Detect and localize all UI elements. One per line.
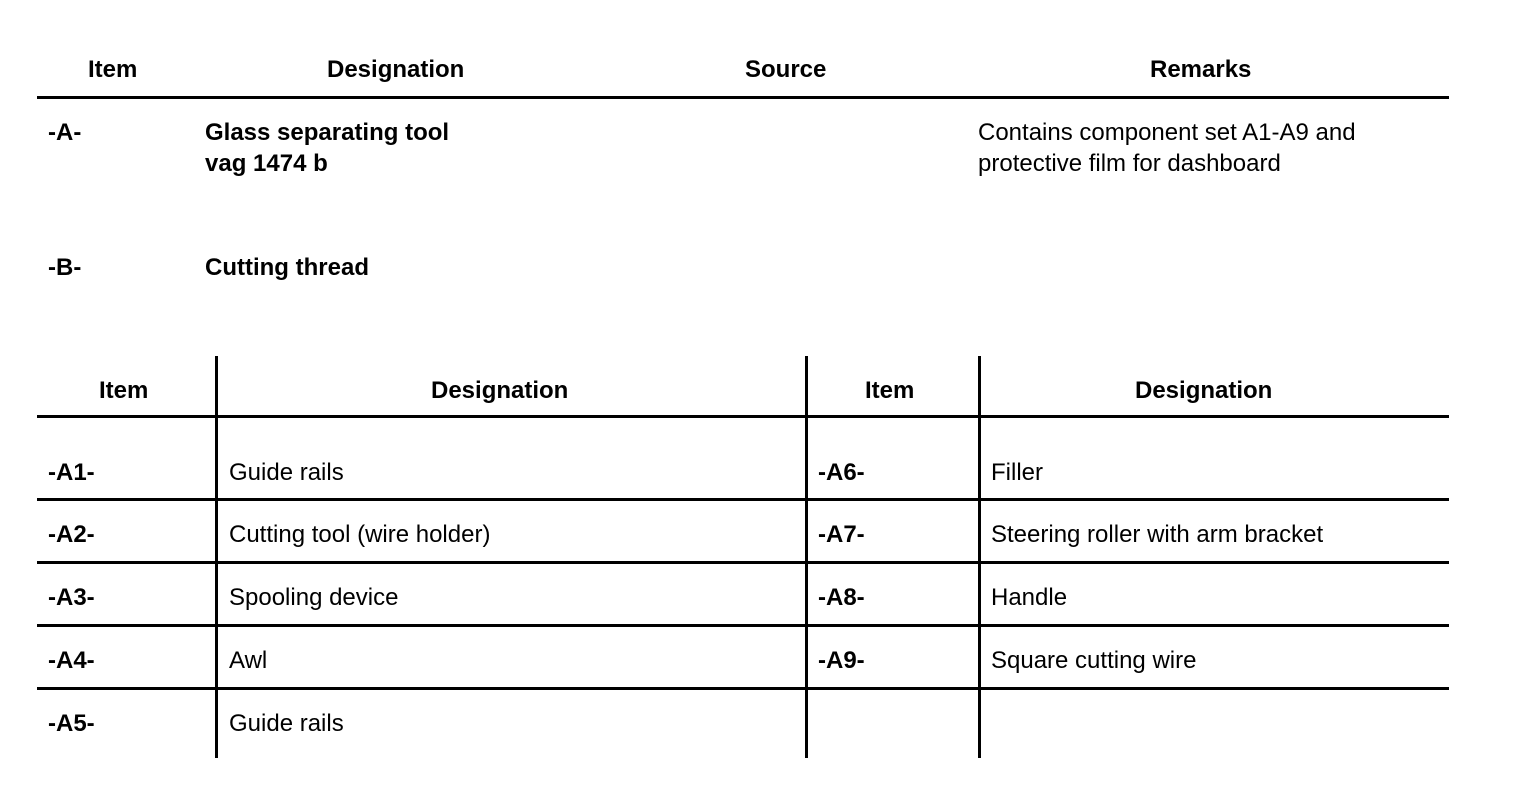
table-row-item: -A5- — [48, 710, 95, 737]
row-divider — [37, 561, 1449, 564]
parts-header-designation-left: Designation — [431, 377, 569, 404]
parts-header-item-left: Item — [99, 377, 149, 404]
row-a-designation-line1: Glass separating tool — [205, 119, 450, 146]
table-row-designation: Filler — [991, 459, 1043, 486]
table-row-item: -A2- — [48, 521, 95, 548]
table-row-designation: Awl — [229, 647, 268, 674]
table-row-item: -A1- — [48, 459, 95, 486]
row-a-remarks-line2: protective film for dashboard — [978, 150, 1281, 177]
row-a-designation-line2: vag 1474 b — [205, 150, 328, 177]
row-divider — [37, 624, 1449, 627]
row-divider — [37, 498, 1449, 501]
table-row-designation: Guide rails — [229, 459, 344, 486]
table-row-designation: Spooling device — [229, 584, 399, 611]
table-row-item: -A8- — [818, 584, 865, 611]
parts-header-divider — [37, 415, 1449, 418]
table-row-designation: Square cutting wire — [991, 647, 1197, 674]
row-divider — [37, 687, 1449, 690]
row-b-item: -B- — [48, 254, 82, 281]
parts-header-item-right: Item — [865, 377, 915, 404]
parts-header-designation-right: Designation — [1135, 377, 1273, 404]
table-row-item: -A6- — [818, 459, 865, 486]
table-row-item: -A4- — [48, 647, 95, 674]
row-b-designation: Cutting thread — [205, 254, 369, 281]
header-designation: Designation — [327, 56, 465, 83]
header-item: Item — [88, 56, 138, 83]
table-row-item: -A9- — [818, 647, 865, 674]
table-row-designation: Handle — [991, 584, 1068, 611]
table-row-item: -A7- — [818, 521, 865, 548]
table-row-designation: Steering roller with arm bracket — [991, 521, 1324, 548]
row-a-item: -A- — [48, 119, 82, 146]
table-row-designation: Guide rails — [229, 710, 344, 737]
row-a-remarks-line1: Contains component set A1-A9 and — [978, 119, 1356, 146]
table-row-item: -A3- — [48, 584, 95, 611]
table-row-designation: Cutting tool (wire holder) — [229, 521, 491, 548]
header-source: Source — [745, 56, 827, 83]
header-divider — [37, 96, 1449, 99]
header-remarks: Remarks — [1150, 56, 1252, 83]
